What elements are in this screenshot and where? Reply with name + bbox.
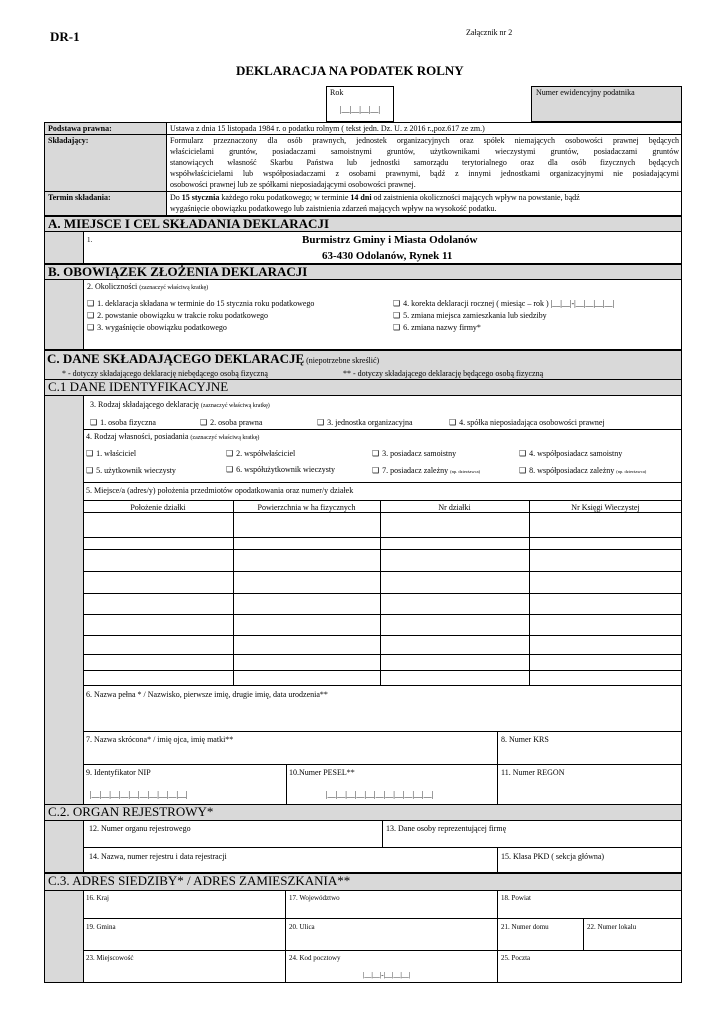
- recipient-line-2: 63-430 Odolanów, Rynek 11: [322, 250, 453, 262]
- postal-code-label: 24. Kod pocztowy: [289, 954, 341, 962]
- circumstance-option-2[interactable]: ❑ 2. powstanie obowiązku w trakcie roku podatkowego: [87, 311, 268, 320]
- c1-row-line: [83, 764, 682, 765]
- filer-type-option-4[interactable]: ❑ 4. spółka nieposiadająca osobowości prawnej: [449, 418, 605, 427]
- section-c-title-hint: (niepotrzebne skreślić): [306, 356, 380, 365]
- postal-code-boxes[interactable]: |__|__|-|__|__|__|: [363, 971, 411, 979]
- c3-col-line: [497, 890, 498, 983]
- form-title: DEKLARACJA NA PODATEK ROLNY: [236, 63, 464, 78]
- section-a-header: A. MIEJSCE I CEL SKŁADANIA DEKLARACJI: [44, 216, 682, 232]
- table-row: [83, 654, 682, 655]
- section-c1-margin: [45, 396, 83, 804]
- circumstance-option-1[interactable]: ❑ 1. deklaracja składana w terminie do 15 stycznia roku podatkowego: [87, 299, 314, 308]
- deadline-text: każdego roku podatkowego; w terminie: [219, 193, 351, 202]
- ownership-title: 4. Rodzaj własności, posiadania: [86, 432, 189, 441]
- table-row: [83, 635, 682, 636]
- table-row: [83, 593, 682, 594]
- short-name-label: 7. Nazwa skrócona* / imię ojca, imię matki**: [86, 735, 234, 744]
- c1-col-line: [497, 731, 498, 764]
- filers-line: Formularz przeznaczony dla osób prawnych, jednostek organizacyjnych oraz spółek niemających osobowości prawnej będących: [170, 136, 679, 145]
- ownership-option-8-label: ❑ 8. współposiadacz zależny: [519, 466, 614, 475]
- section-c-title-text: C. DANE SKŁADAJĄCEGO DEKLARACJĘ: [47, 351, 305, 366]
- section-c-title: [47, 352, 379, 367]
- deadline-line-1: [170, 193, 580, 202]
- register-no-label: 12. Numer organu rejestrowego: [89, 824, 191, 833]
- table-header-area: Powierzchnia w ha fizycznych: [257, 503, 356, 512]
- section-c-note-2: ** - dotyczy składającego deklarację będącego osobą fizyczną: [343, 369, 544, 378]
- c2-row-line: [83, 847, 682, 848]
- section-c3-body: [44, 890, 682, 983]
- table-row: [83, 537, 682, 538]
- ownership-option-5[interactable]: ❑ 5. użytkownik wieczysty: [86, 466, 176, 475]
- section-c3-divider: [83, 890, 84, 983]
- filer-type-label: [90, 400, 270, 410]
- taxpayer-id-label: Numer ewidencyjny podatnika: [536, 88, 635, 97]
- legal-basis-label: Podstawa prawna:: [48, 124, 112, 133]
- section-c2-header: C.2. ORGAN REJESTROWY*: [44, 804, 682, 821]
- filer-type-option-3[interactable]: ❑ 3. jednostka organizacyjna: [317, 418, 413, 427]
- year-field[interactable]: [326, 86, 394, 122]
- section-a-divider: [83, 231, 84, 264]
- commune-label: 19. Gmina: [86, 923, 116, 931]
- circumstances-label: [87, 282, 208, 292]
- street-label: 20. Ulica: [289, 923, 315, 931]
- ownership-option-2[interactable]: ❑ 2. współwłaściciel: [226, 449, 295, 458]
- ownership-option-6[interactable]: ❑ 6. współużytkownik wieczysty: [226, 465, 335, 474]
- deadline-label: Termin składania:: [48, 193, 111, 202]
- filers-line: współwłaścicielami lub współposiadaczami z osobami prawnymi, bądź z innymi jednostkami organizacyjnymi nie posiadającymi: [170, 169, 679, 178]
- section-b-header: B. OBOWIĄZEK ZŁOŻENIA DEKLARACJI: [44, 264, 682, 280]
- c1-row-line: [83, 731, 682, 732]
- deadline-text: od zaistnienia okoliczności mających wpływ na powstanie, bądź: [371, 193, 580, 202]
- taxpayer-id-field[interactable]: [531, 86, 682, 122]
- deadline-date: 15 stycznia: [181, 193, 220, 202]
- county-label: 18. Powiat: [501, 894, 531, 902]
- c3-col-line: [583, 918, 584, 950]
- attachment-label: Załącznik nr 2: [466, 28, 513, 37]
- section-b-margin: [45, 280, 83, 349]
- section-c1-divider: [83, 395, 84, 805]
- section-c2-margin: [45, 821, 83, 872]
- lease-hint: (np. dzierżawca): [450, 469, 481, 474]
- voivodeship-label: 17. Województwo: [289, 894, 340, 902]
- section-c1-header: C.1 DANE IDENTYFIKACYJNE: [44, 379, 682, 396]
- table-row: [83, 549, 682, 550]
- ownership-option-1[interactable]: ❑ 1. właściciel: [86, 449, 136, 458]
- c2-col-line: [497, 847, 498, 873]
- city-label: 23. Miejscowość: [86, 954, 134, 962]
- c1-row-line: [83, 482, 682, 483]
- legal-basis-text: Ustawa z dnia 15 listopada 1984 r. o podatku rolnym ( tekst jedn. Dz. U. z 2016 r.,poz.617 ze zm.): [170, 124, 485, 133]
- c1-row-line: [83, 500, 682, 501]
- representatives-label: 13. Dane osoby reprezentującej firmę: [386, 824, 507, 833]
- year-boxes: |__|__|__|__|: [340, 105, 381, 114]
- filer-type-hint: (zaznaczyć właściwą kratkę): [200, 403, 270, 409]
- form-code: DR-1: [50, 29, 80, 44]
- deadline-text: Do: [170, 193, 182, 202]
- filer-type-option-1[interactable]: ❑ 1. osoba fizyczna: [90, 418, 156, 427]
- info-row-line: [44, 191, 682, 192]
- table-row: [83, 512, 682, 513]
- section-c3-header: C.3. ADRES SIEDZIBY* / ADRES ZAMIESZKANIA**: [44, 873, 682, 891]
- c3-col-line: [285, 890, 286, 983]
- recipient-line-1: Burmistrz Gminy i Miasta Odolanów: [302, 234, 478, 246]
- ownership-option-8[interactable]: [519, 466, 646, 475]
- filers-text: [170, 135, 679, 190]
- c3-row-line: [83, 918, 682, 919]
- section-c3-margin: [45, 891, 83, 982]
- table-row: [83, 670, 682, 671]
- year-label: Rok: [330, 88, 344, 97]
- recipient-field-no: 1.: [87, 236, 93, 244]
- c3-row-line: [83, 950, 682, 951]
- section-b-divider: [83, 279, 84, 350]
- circumstances-title: 2. Okoliczności: [87, 282, 138, 291]
- section-a-margin: [45, 232, 83, 263]
- krs-label: 8. Numer KRS: [501, 735, 549, 744]
- ownership-option-3[interactable]: ❑ 3. posiadacz samoistny: [372, 449, 456, 458]
- regon-label: 11. Numer REGON: [501, 768, 565, 777]
- full-name-label: 6. Nazwa pełna * / Nazwisko, pierwsze imię, drugie imię, data urodzenia**: [86, 690, 328, 699]
- info-divider: [166, 122, 167, 216]
- table-row: [83, 571, 682, 572]
- ownership-hint: (zaznaczyć właściwą kratkę): [190, 435, 260, 441]
- circumstance-option-6[interactable]: ❑ 6. zmiana nazwy firmy*: [393, 323, 481, 332]
- flat-no-label: 22. Numer lokalu: [587, 923, 637, 931]
- c1-row-line: [83, 429, 682, 430]
- circumstances-hint: (zaznaczyć właściwą kratkę): [139, 285, 209, 291]
- pesel-boxes[interactable]: |__|__|__|__|__|__|__|__|__|__|__|: [326, 790, 434, 799]
- filers-label: Składający:: [48, 136, 89, 145]
- ownership-option-7-label: ❑ 7. posiadacz zależny: [372, 466, 448, 475]
- deadline-line-2: wygaśnięcie obowiązku podatkowego lub zaistnienia zdarzeń mających wpływ na wysokość podatku.: [170, 204, 497, 213]
- table-header-parcel: Nr działki: [438, 503, 471, 512]
- nip-boxes[interactable]: |__|__|__|__|__|__|__|__|__|__|: [90, 790, 188, 799]
- table-header-land-register: Nr Księgi Wieczystej: [571, 503, 640, 512]
- register-name-label: 14. Nazwa, numer rejestru i data rejestracji: [89, 852, 227, 861]
- ownership-label: [86, 432, 259, 442]
- location-label: 5. Miejsce/a (adres/y) położenia przedmiotów opodatkowania oraz numer/y działek: [86, 486, 354, 495]
- table-header-location: Położenie działki: [130, 503, 186, 512]
- section-c-note-1: * - dotyczy składającego deklarację niebędącego osobą fizyczną: [62, 369, 268, 378]
- filers-line: stanowiących własność Skarbu Państwa lub jednostki samorządu terytorialnego oraz dla osób fizycznych będących: [170, 158, 679, 167]
- filer-type-option-2[interactable]: ❑ 2. osoba prawna: [200, 418, 262, 427]
- ownership-option-7[interactable]: [372, 466, 480, 475]
- pkd-label: 15. Klasa PKD ( sekcja główna): [501, 852, 605, 861]
- post-office-label: 25. Poczta: [501, 954, 531, 962]
- filer-type-title: 3. Rodzaj składającego deklarację: [90, 400, 199, 409]
- c1-col-line: [286, 764, 287, 805]
- nip-label: 9. Identyfikator NIP: [86, 768, 151, 777]
- circumstance-option-3[interactable]: ❑ 3. wygaśnięcie obowiązku podatkowego: [87, 323, 227, 332]
- country-label: 16. Kraj: [86, 894, 109, 902]
- lease-hint: (np. dzierżawca): [616, 469, 647, 474]
- circumstance-option-4[interactable]: ❑ 4. korekta deklaracji rocznej ( miesiąc – rok ) |__|__|-|__|__|__|__|: [393, 299, 614, 308]
- ownership-option-4[interactable]: ❑ 4. współposiadacz samoistny: [519, 449, 622, 458]
- filers-line: osobowości prawnej lub ze spółkami nieposiadającymi osobowości prawnej.: [170, 180, 416, 189]
- table-row: [83, 614, 682, 615]
- c2-col-line: [382, 820, 383, 847]
- c1-col-line: [497, 764, 498, 805]
- pesel-label: 10.Numer PESEL**: [289, 768, 355, 777]
- table-row: [83, 685, 682, 686]
- deadline-days: 14 dni: [350, 193, 372, 202]
- circumstance-option-5[interactable]: ❑ 5. zmiana miejsca zamieszkania lub siedziby: [393, 311, 547, 320]
- house-no-label: 21. Numer domu: [501, 923, 549, 931]
- filers-line: właścicielami gruntów, posiadaczami samoistnymi gruntów, użytkownikami wieczystymi gruntów, posiadaczami gruntów: [170, 147, 679, 156]
